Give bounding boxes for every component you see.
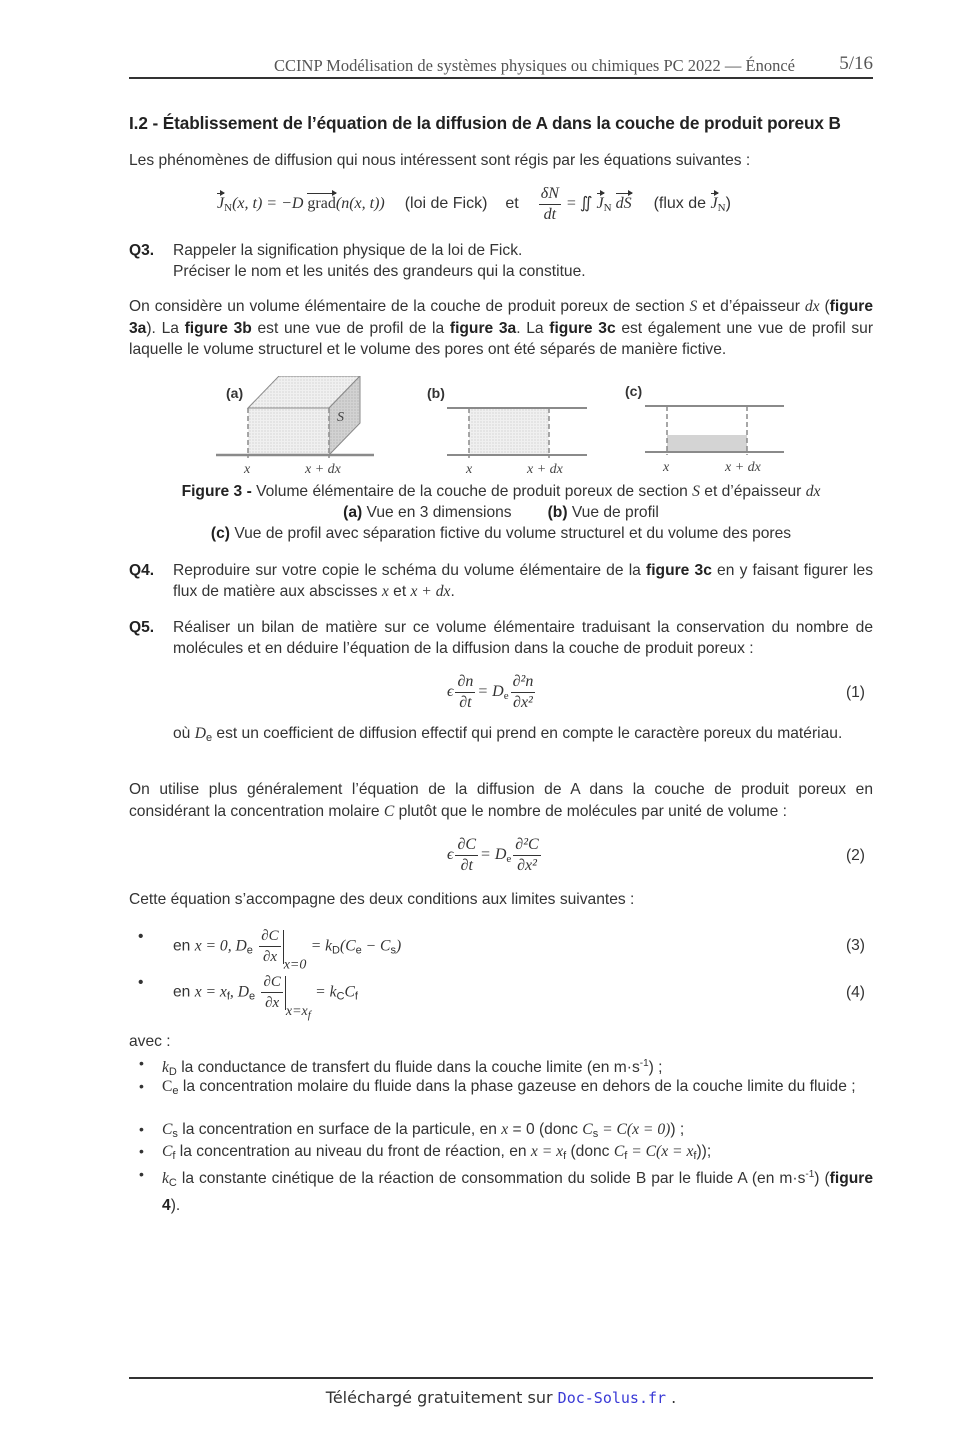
volume-paragraph: On considère un volume élémentaire de la couche de produit poreux de section S et d’épaisseur dx (figure 3a). La figure 3b est une vue de profil de la figure 3a. La figure 3c est également une vue de profil sur laquelle le volume structurel et le volume des pores ont été séparés de manière fictive. bbox=[129, 298, 874, 358]
concentration-paragraph: On utilise plus généralement l’équation de la diffusion de A dans la couche de produit poreux en considérant la concentration molaire C plutôt que le nombre de molécules par unité de volume : bbox=[129, 781, 873, 820]
boundary-conditions-intro: Cette équation s’accompagne des deux conditions aux limites suivantes : bbox=[129, 891, 635, 908]
svg-text:(c): (c) bbox=[625, 383, 643, 399]
boundary-condition-3: • en x = 0, $D_e$ $\frac{\partial C}{\partial x}$ $_{x=0} = k_D(C_e - C_s)$ bbox=[138, 928, 402, 973]
avec-label: avec : bbox=[129, 1033, 171, 1050]
svg-text:(b): (b) bbox=[427, 385, 445, 401]
dN-dt-fraction: $\frac{\delta N}{dt}$ bbox=[540, 185, 559, 223]
page-header bbox=[129, 52, 873, 78]
equation-1: ϵ $\frac{\partial n}{\partial t}$ = $D_e$ $\frac{\text{∂²n}}{\text{∂x²}}$ bbox=[447, 673, 534, 711]
equation-4-number: (4) bbox=[845, 984, 865, 1001]
footer-rule bbox=[129, 1377, 873, 1379]
header-rule bbox=[129, 77, 873, 79]
section-title: I.2 - Établissement de l’équation de la diffusion de A dans la couche de produit poreux B bbox=[129, 113, 841, 133]
question-q5: Q5. Réaliser un bilan de matière sur ce volume élémentaire traduisant la conservation du nombre de molécules et en déduire l’équation de la diffusion dans la couche de produit poreux : bbox=[129, 619, 873, 657]
equation-2: ϵ $\frac{\partial C}{\partial t}$ = $D_e$ $\frac{\text{∂²C}}{\text{∂x²}}$ bbox=[447, 836, 539, 874]
question-q3: Q3. Rappeler la signification physique de la loi de Fick. Préciser le nom et les unités des grandeurs qui la constitue. bbox=[129, 242, 586, 280]
boundary-condition-4: • en $x = x_f$, $D_e$ $\frac{\partial C}{\partial x}$ $_{x=x_f} = k_CC_f$ bbox=[138, 974, 358, 1021]
svg-text:x + dx: x + dx bbox=[305, 462, 341, 477]
q5-definition: où $D_e$ est un coefficient de diffusion effectif qui prend en compte le caractère poreux du matériau. bbox=[173, 725, 843, 744]
svg-text:x + dx: x + dx bbox=[725, 460, 761, 475]
svg-text:x: x bbox=[663, 460, 670, 475]
definition-kD: • $k_D$ la conductance de transfert du fluide dans la couche limite (en $m\cdot s^{-1}$) ; bbox=[139, 1055, 663, 1079]
figure-3-diagram bbox=[129, 376, 873, 481]
equation-3-number: (3) bbox=[845, 937, 865, 954]
definition-Cf: • $C_f$ la concentration au niveau du front de réaction, en $x = x_f$ (donc $C_f = C(x = x_f)$); bbox=[139, 1143, 712, 1162]
equation-1-number: (1) bbox=[845, 684, 865, 701]
figure-3c-separated-view bbox=[625, 383, 784, 475]
page-number: 5/16 bbox=[839, 53, 873, 74]
intro-paragraph: Les phénomènes de diffusion qui nous intéressent sont régis par les équations suivantes : bbox=[129, 152, 751, 169]
svg-text:(a): (a) bbox=[226, 385, 244, 401]
doc-solus-link[interactable]: Doc-Solus.fr bbox=[557, 1389, 667, 1407]
page-footer: Téléchargé gratuitement sur Doc-Solus.fr . bbox=[325, 1388, 677, 1407]
svg-text:x: x bbox=[244, 462, 251, 477]
figure-3 bbox=[129, 376, 873, 481]
svg-text:x + dx: x + dx bbox=[527, 462, 563, 477]
figure-3a-3d-view bbox=[216, 376, 374, 477]
header-title: CCINP Modélisation de systèmes physiques ou chimiques PC 2022 — Énoncé bbox=[274, 56, 795, 75]
question-q4: Q4. Reproduire sur votre copie le schéma du volume élémentaire de la figure 3c en y faisant figurer les flux de matière aux abscisses x et x + dx. bbox=[129, 562, 873, 600]
figure-3-caption: Figure 3 - Volume élémentaire de la couche de produit poreux de section S et d’épaisseur dx (a) Vue en 3 dimensions (b) Vue de profil (c) Vue de profil avec séparation fictive du volume structurel et du volume des pores bbox=[181, 483, 821, 542]
definition-Cs: • $C_s$ la concentration en surface de la particule, en x = 0 (donc $C_s = C(x = 0)$) ; bbox=[139, 1121, 685, 1140]
equation-2-number: (2) bbox=[845, 847, 865, 864]
svg-text:S: S bbox=[337, 410, 344, 425]
figure-3b-profile-view bbox=[427, 385, 587, 477]
definition-kC: • $k_C$ la constante cinétique de la réaction de consommation du solide B par le fluide A (en $m\cdot s^{-1}$) (figure 4). bbox=[139, 1166, 873, 1214]
svg-text:x: x bbox=[466, 462, 473, 477]
fick-equation: $J_N(x$, t) = −D grad(n(x, t)) (loi de Fick) et $\frac{\delta N}{dt}$ = ∬ $J_N$ dS (flux de $J_N$) bbox=[217, 185, 731, 223]
definition-Ce: • $C_e$ la concentration molaire du fluide dans la phase gazeuse en dehors de la couche limite du fluide ; bbox=[139, 1078, 856, 1097]
